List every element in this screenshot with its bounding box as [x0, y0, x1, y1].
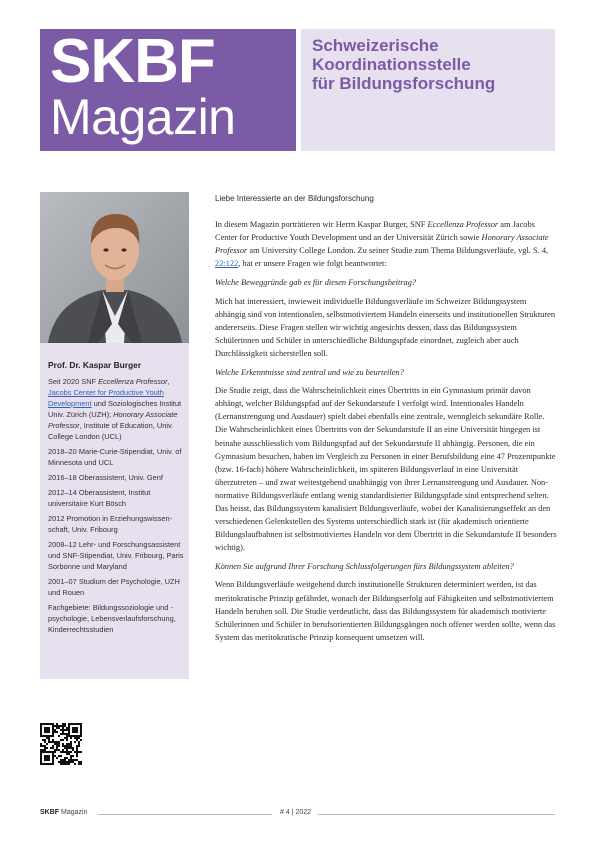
biography-sidebar	[40, 343, 189, 679]
bio-entry: 2012–14 Oberassistent, Institut universitaire Kurt Bösch	[48, 488, 151, 508]
question-2: Welche Erkenntnisse sind zentral und wie zu beurteilen?	[215, 368, 404, 378]
intro-text: , hat er unsere Fragen wie folgt beantwortet:	[238, 259, 387, 269]
org-line: für Bildungsforschung	[312, 74, 496, 93]
bio-text: Honorary Associate Professor	[48, 410, 178, 430]
bio-entry: 2018–20 Marie-Curie-Stipendiat, Univ. of Minnesota und UCL	[48, 447, 182, 467]
org-line: Schweizerische	[312, 36, 439, 55]
bio-entry	[48, 376, 185, 442]
page-footer	[40, 807, 555, 821]
question-1: Welche Beweggründe gab es für diesen Forschungsbeitrag?	[215, 278, 417, 288]
question-3: Können Sie aufgrund Ihrer Forschung Schlussfolgerungen fürs Bildungssystem ableiten?	[215, 562, 514, 572]
masthead-brand: SKBF	[50, 27, 215, 96]
intro-text: am Jacobs Center for Productive Youth Development und an der Universität Zürich sowie	[215, 220, 535, 243]
bio-text: und Soziologisches Institut Univ. Zürich (UZH);	[48, 399, 182, 419]
jacobs-center-link[interactable]: Jacobs Center for Productive Youth Development	[48, 388, 164, 408]
greeting: Liebe Interessierte an der Bildungsforschung	[215, 194, 374, 203]
masthead	[40, 29, 296, 151]
intro-paragraph	[215, 218, 557, 270]
portrait-photo	[40, 192, 189, 343]
intro-text: In diesem Magazin porträtieren wir Herrn Kaspar Burger, SNF	[215, 220, 428, 230]
footer-brand	[40, 809, 87, 816]
answer-3: Wenn Bildungsverläufe weitgehend durch institutionelle Strukturen determiniert werden, ist das meritokratische Prinzip gefährdet, wonach der Bildungserfolg auf Fähigkeiten und selbstmotiviertem Handeln beruhen soll. Die Studie verdeutlicht, dass das Bildungssystem für akademisch motivierte Schülerinnen und Schüler in berufsorientierten Bildungsgängen noch offener werden sollte, wenn das System das meritokratische Prinzip konsequent umsetzen will.	[215, 580, 556, 642]
masthead-magazine: Magazin	[50, 89, 236, 145]
bio-text: Eccellenza Professor	[98, 377, 168, 386]
bio-entry: 2016–18 Oberassistent, Univ. Genf	[48, 473, 163, 482]
portrait-illustration	[40, 192, 189, 343]
intro-text: Eccellenza Professor	[427, 220, 499, 230]
footer-rule	[318, 814, 555, 815]
bio-text: ,	[167, 377, 170, 386]
bio-text: , Institute of Education, Univ. College London (UCL)	[48, 421, 174, 441]
answer-1: Mich hat interessiert, inwieweit individuelle Bildungsverläufe im Schweizer Bildungssystem abhängig sind von intentionalen, selbstmotiviertem Handeln einerseits und institutionellen Strukturen andererseits. Diese Fragen stellen wir wichtig angesichts dessen, dass das Bildungssystem Schülerinnen und Schüler in unterschiedliche Bildungspfade einordnet, zugleich aber auch Durchlässigkeit sicherstellen soll.	[215, 296, 556, 358]
main-article	[215, 192, 557, 650]
page-number: # 4 | 2022	[280, 809, 312, 816]
bio-entry: 2008–12 Lehr- und Forschungsassistent und SNF-Stipendiat, Univ. Fribourg, Paris Sorbonne und Maryland	[48, 540, 184, 571]
organisation-name	[301, 29, 555, 151]
person-name: Prof. Dr. Kaspar Burger	[48, 360, 142, 370]
study-reference-link[interactable]: 22:122	[215, 259, 239, 269]
footer-magazine: Magazin	[61, 809, 88, 816]
intro-text: Honorary Associate Professor	[215, 233, 549, 256]
answer-2: Die Studie zeigt, dass die Wahrscheinlichkeit eines Übertritts in ein Gymnasium primär davon abhängt, welcher Bildungspfad auf der Sekundarstufe I verfolgt wird. Intentionales Handeln (Lernanstrengung und Ausdauer) spielt dabei ebenfalls eine zentrale, wenngleich sekundäre Rolle. Die Wahrscheinlichkeit eines Übertritts von der Sekundarstufe II an eine Universität hingegen ist beinahe ausschliesslich vom Bildungspfad auf der Sekundarstufe II abhängig. Personen, die ein Gymnasium besuchen, haben im Vergleich zu Personen in einer Berufsbildung eine 47 Prozentpunkte (bzw. 16-fach) höhere Wahrscheinlichkeit, im späteren Bildungsverlauf in eine Universität überzutreten – und zwar weitestgehend unabhängig von ihrer Lernanstrengung und Ausdauer. Non-normative Bildungsverläufe entlang wenig standardisierter Bildungspfade sind entsprechend selten. Das heisst, das Bildungssystem kanalisiert Bildungsverläufe, wobei der Kanalisierungseffekt an den verschiedenen Gelenkstellen des Systems unterschiedlich stark ist (für akademisch orientierte Bildungslaufbahnen ist selbstmotiviertes Handeln vor dem Übertritt in die Sekundarstufe II besonders wichtig).	[215, 386, 557, 553]
bio-entry: 2001–07 Studium der Psychologie, UZH und Rouen	[48, 577, 180, 597]
footer-brand-name: SKBF	[40, 809, 60, 816]
qr-code[interactable]	[40, 723, 82, 765]
bio-entry: Fachgebiete: Bildungssoziologie und -psychologie, Lebensverlaufsforschung, Kinderrechtsstudien	[48, 603, 176, 634]
org-line: Koordinationsstelle	[312, 55, 471, 74]
bio-text: Seit 2020 SNF	[48, 377, 99, 386]
bio-entry: 2012 Promotion in Erziehungswissenschaft, Univ. Fribourg	[48, 514, 173, 534]
intro-text: am University College London. Zu seiner Studie zum Thema Bildungsverläufe, vgl. S. 4,	[247, 246, 549, 256]
footer-rule	[98, 814, 272, 815]
